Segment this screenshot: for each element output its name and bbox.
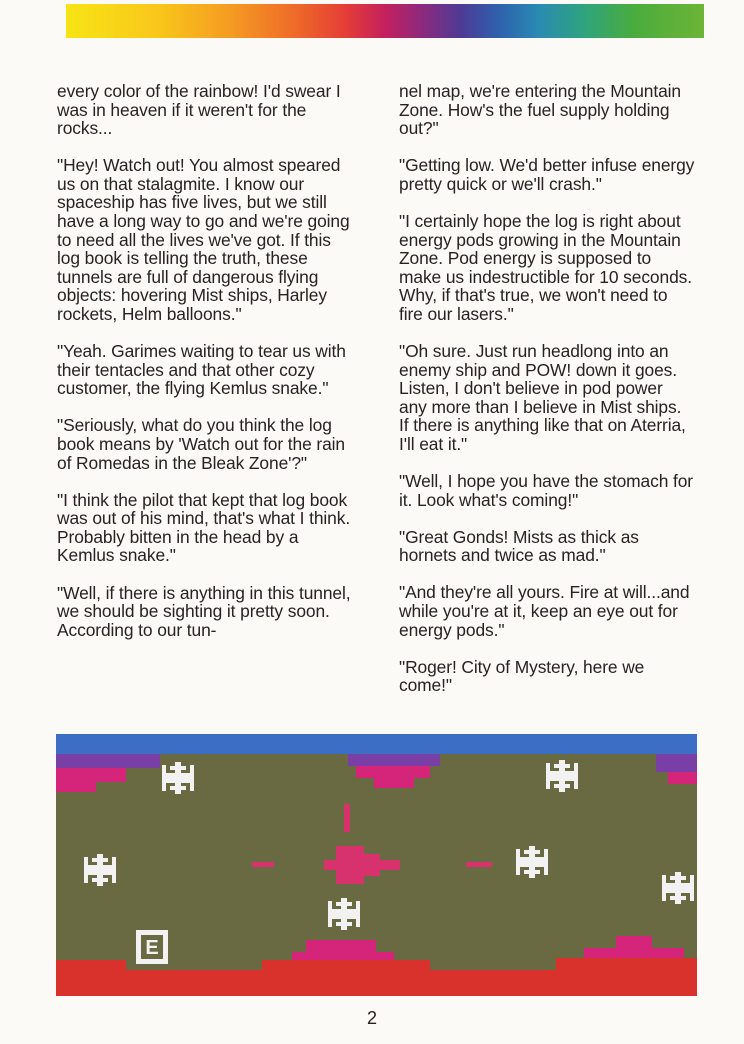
text-column-right <box>399 82 695 713</box>
paragraph: "Well, if there is anything in this tunnel, we should be sighting it pretty soon. According to our tun- <box>57 582 351 640</box>
rainbow-header-bar <box>66 4 704 38</box>
paragraph: "Getting low. We'd better infuse energy pretty quick or we'll crash." <box>399 155 695 194</box>
paragraph: nel map, we're entering the Mountain Zone. How's the fuel supply holding out?" <box>399 81 682 139</box>
paragraph: "Well, I hope you have the stomach for it. Look what's coming!" <box>399 471 693 510</box>
paragraph: "Seriously, what do you think the log book means by 'Watch out for the rain of Romedas in the Bleak Zone'?" <box>57 415 346 473</box>
energy-pod <box>136 930 168 964</box>
paragraph: "Great Gonds! Mists as thick as hornets and twice as mad." <box>399 526 639 566</box>
text-column-left <box>57 82 353 658</box>
paragraph: every color of the rainbow! I'd swear I was in heaven if it weren't for the rocks... <box>57 81 341 139</box>
page-number: 2 <box>366 1008 377 1028</box>
game-screenshot <box>56 734 697 996</box>
paragraph: "Yeah. Garimes waiting to tear us with their tentacles and that other cozy customer, the flying Kemlus snake." <box>57 341 346 399</box>
paragraph: "Hey! Watch out! You almost speared us on that stalagmite. I know our spaceship has five lives, but we still have a long way to go and we're going to need all the lives we've got. If this log book is telling the truth, these tunnels are full of dangerous flying objects: hovering Mist ships, Harley rockets, Helm balloons." <box>57 155 350 325</box>
paragraph: "Roger! City of Mystery, here we come!" <box>399 656 645 696</box>
paragraph: "And they're all yours. Fire at will...and while you're at it, keep an eye out for energy pods." <box>399 582 690 640</box>
paragraph: "I think the pilot that kept that log book was out of his mind, that's what I think. Probably bitten in the head by a Kemlus snake." <box>57 489 351 566</box>
energy-pod-letter: E <box>145 937 159 959</box>
paragraph: "Oh sure. Just run headlong into an enemy ship and POW! down it goes. Listen, I don't believe in pod power any more than I believe in Mist ships. If there is anything like that on Aterria, I'll eat it." <box>399 341 686 454</box>
paragraph: "I certainly hope the log is right about energy pods growing in the Mountain Zone. Pod energy is supposed to make us indestructible for 10 seconds. Why, if that's true, we won't need to fire our lasers." <box>399 210 692 324</box>
